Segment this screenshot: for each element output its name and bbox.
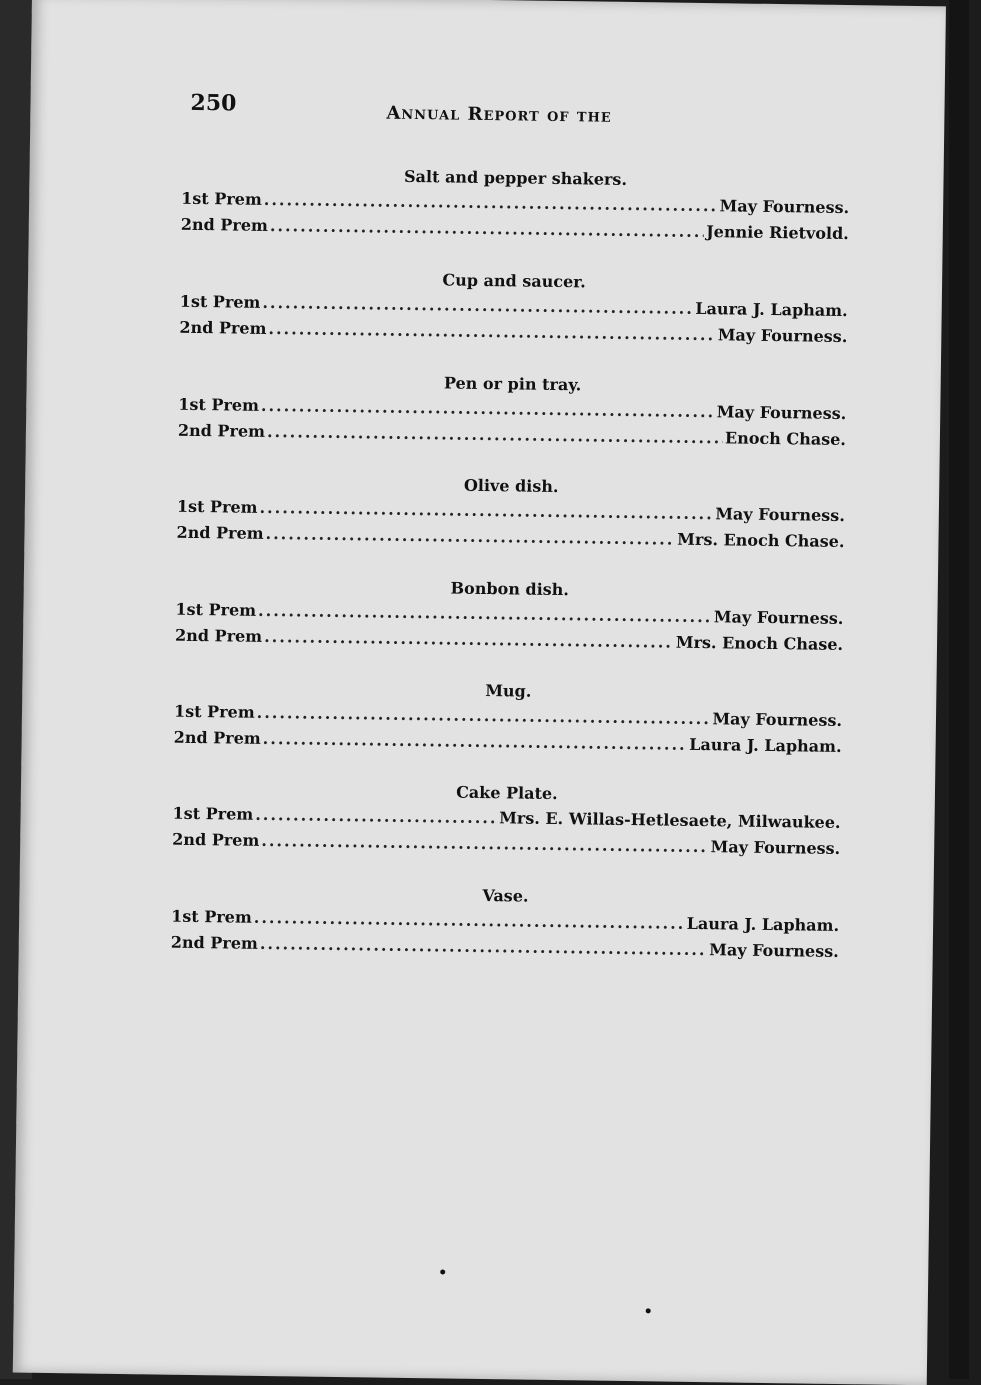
section-title: Vase. <box>482 885 529 906</box>
premium-rank: 2nd Prem <box>179 317 267 338</box>
premium-winner: May Fourness. <box>713 607 844 629</box>
dot-leader <box>264 624 674 656</box>
section-title: Olive dish. <box>463 475 559 497</box>
premium-section <box>172 777 841 862</box>
section-title: Salt and pepper shakers. <box>403 166 628 189</box>
premium-winner: Mrs. Enoch Chase. <box>675 632 844 655</box>
dot-leader <box>263 726 688 758</box>
premium-rank: 1st Prem <box>171 906 252 927</box>
dot-leader <box>255 802 497 831</box>
section-title: Bonbon dish. <box>450 578 570 600</box>
document-page <box>13 0 946 1385</box>
dot-leader <box>270 213 705 245</box>
premium-rank: 1st Prem <box>172 803 254 824</box>
premium-section <box>181 162 850 247</box>
dot-leader <box>268 316 716 348</box>
premium-rank: 1st Prem <box>176 496 258 517</box>
premium-rank: 2nd Prem <box>174 625 263 646</box>
section-title: Mug. <box>485 681 532 701</box>
premium-section <box>176 470 845 555</box>
section-title: Cake Plate. <box>456 782 558 804</box>
premium-section <box>175 573 844 658</box>
premium-winner: May Fourness. <box>712 709 843 730</box>
premium-section <box>179 265 848 350</box>
premium-rank: 1st Prem <box>179 291 261 312</box>
premium-section <box>171 880 840 965</box>
page-edge-shadow <box>949 0 969 1379</box>
dot-leader <box>260 931 708 963</box>
dot-leader <box>261 828 709 860</box>
premium-rank: 1st Prem <box>181 188 262 209</box>
premium-rank: 2nd Prem <box>173 727 261 748</box>
premium-rank: 1st Prem <box>178 394 260 415</box>
section-title: Cup and saucer. <box>442 270 586 292</box>
premium-winner: May Fourness. <box>716 402 847 424</box>
premium-winner: May Fourness. <box>710 837 841 858</box>
premium-winner: May Fourness. <box>717 325 848 347</box>
dot-leader <box>265 521 675 553</box>
page-number: 250 <box>190 89 237 117</box>
premium-winner: Mrs. Enoch Chase. <box>677 529 845 552</box>
premium-rank: 1st Prem <box>173 701 255 722</box>
premium-winner: Laura J. Lapham. <box>695 298 848 321</box>
premium-winner: May Fourness. <box>709 940 839 961</box>
premium-rank: 2nd Prem <box>172 829 260 850</box>
premium-winner: May Fourness. <box>719 196 850 218</box>
ink-speck <box>646 1308 651 1313</box>
premium-rank: 2nd Prem <box>180 214 269 235</box>
premium-winner: Laura J. Lapham. <box>686 913 840 935</box>
premium-rank: 2nd Prem <box>176 522 264 543</box>
dot-leader <box>267 419 723 451</box>
premium-rank: 2nd Prem <box>170 932 259 953</box>
ink-speck <box>440 1269 445 1274</box>
premium-section <box>173 675 842 760</box>
section-title: Pen or pin tray. <box>443 373 582 395</box>
premium-section <box>178 368 847 453</box>
premium-rank: 1st Prem <box>175 599 257 620</box>
premium-winner: May Fourness. <box>715 504 845 526</box>
premium-winner: Enoch Chase. <box>724 428 847 450</box>
premium-winner: Mrs. E. Willas-Hetlesaete, Milwaukee. <box>499 808 841 832</box>
running-head: Annual Report of the <box>386 102 612 127</box>
premium-winner: Jennie Rietvold. <box>706 222 849 244</box>
premium-rank: 2nd Prem <box>177 420 266 441</box>
premium-winner: Laura J. Lapham. <box>689 734 842 756</box>
